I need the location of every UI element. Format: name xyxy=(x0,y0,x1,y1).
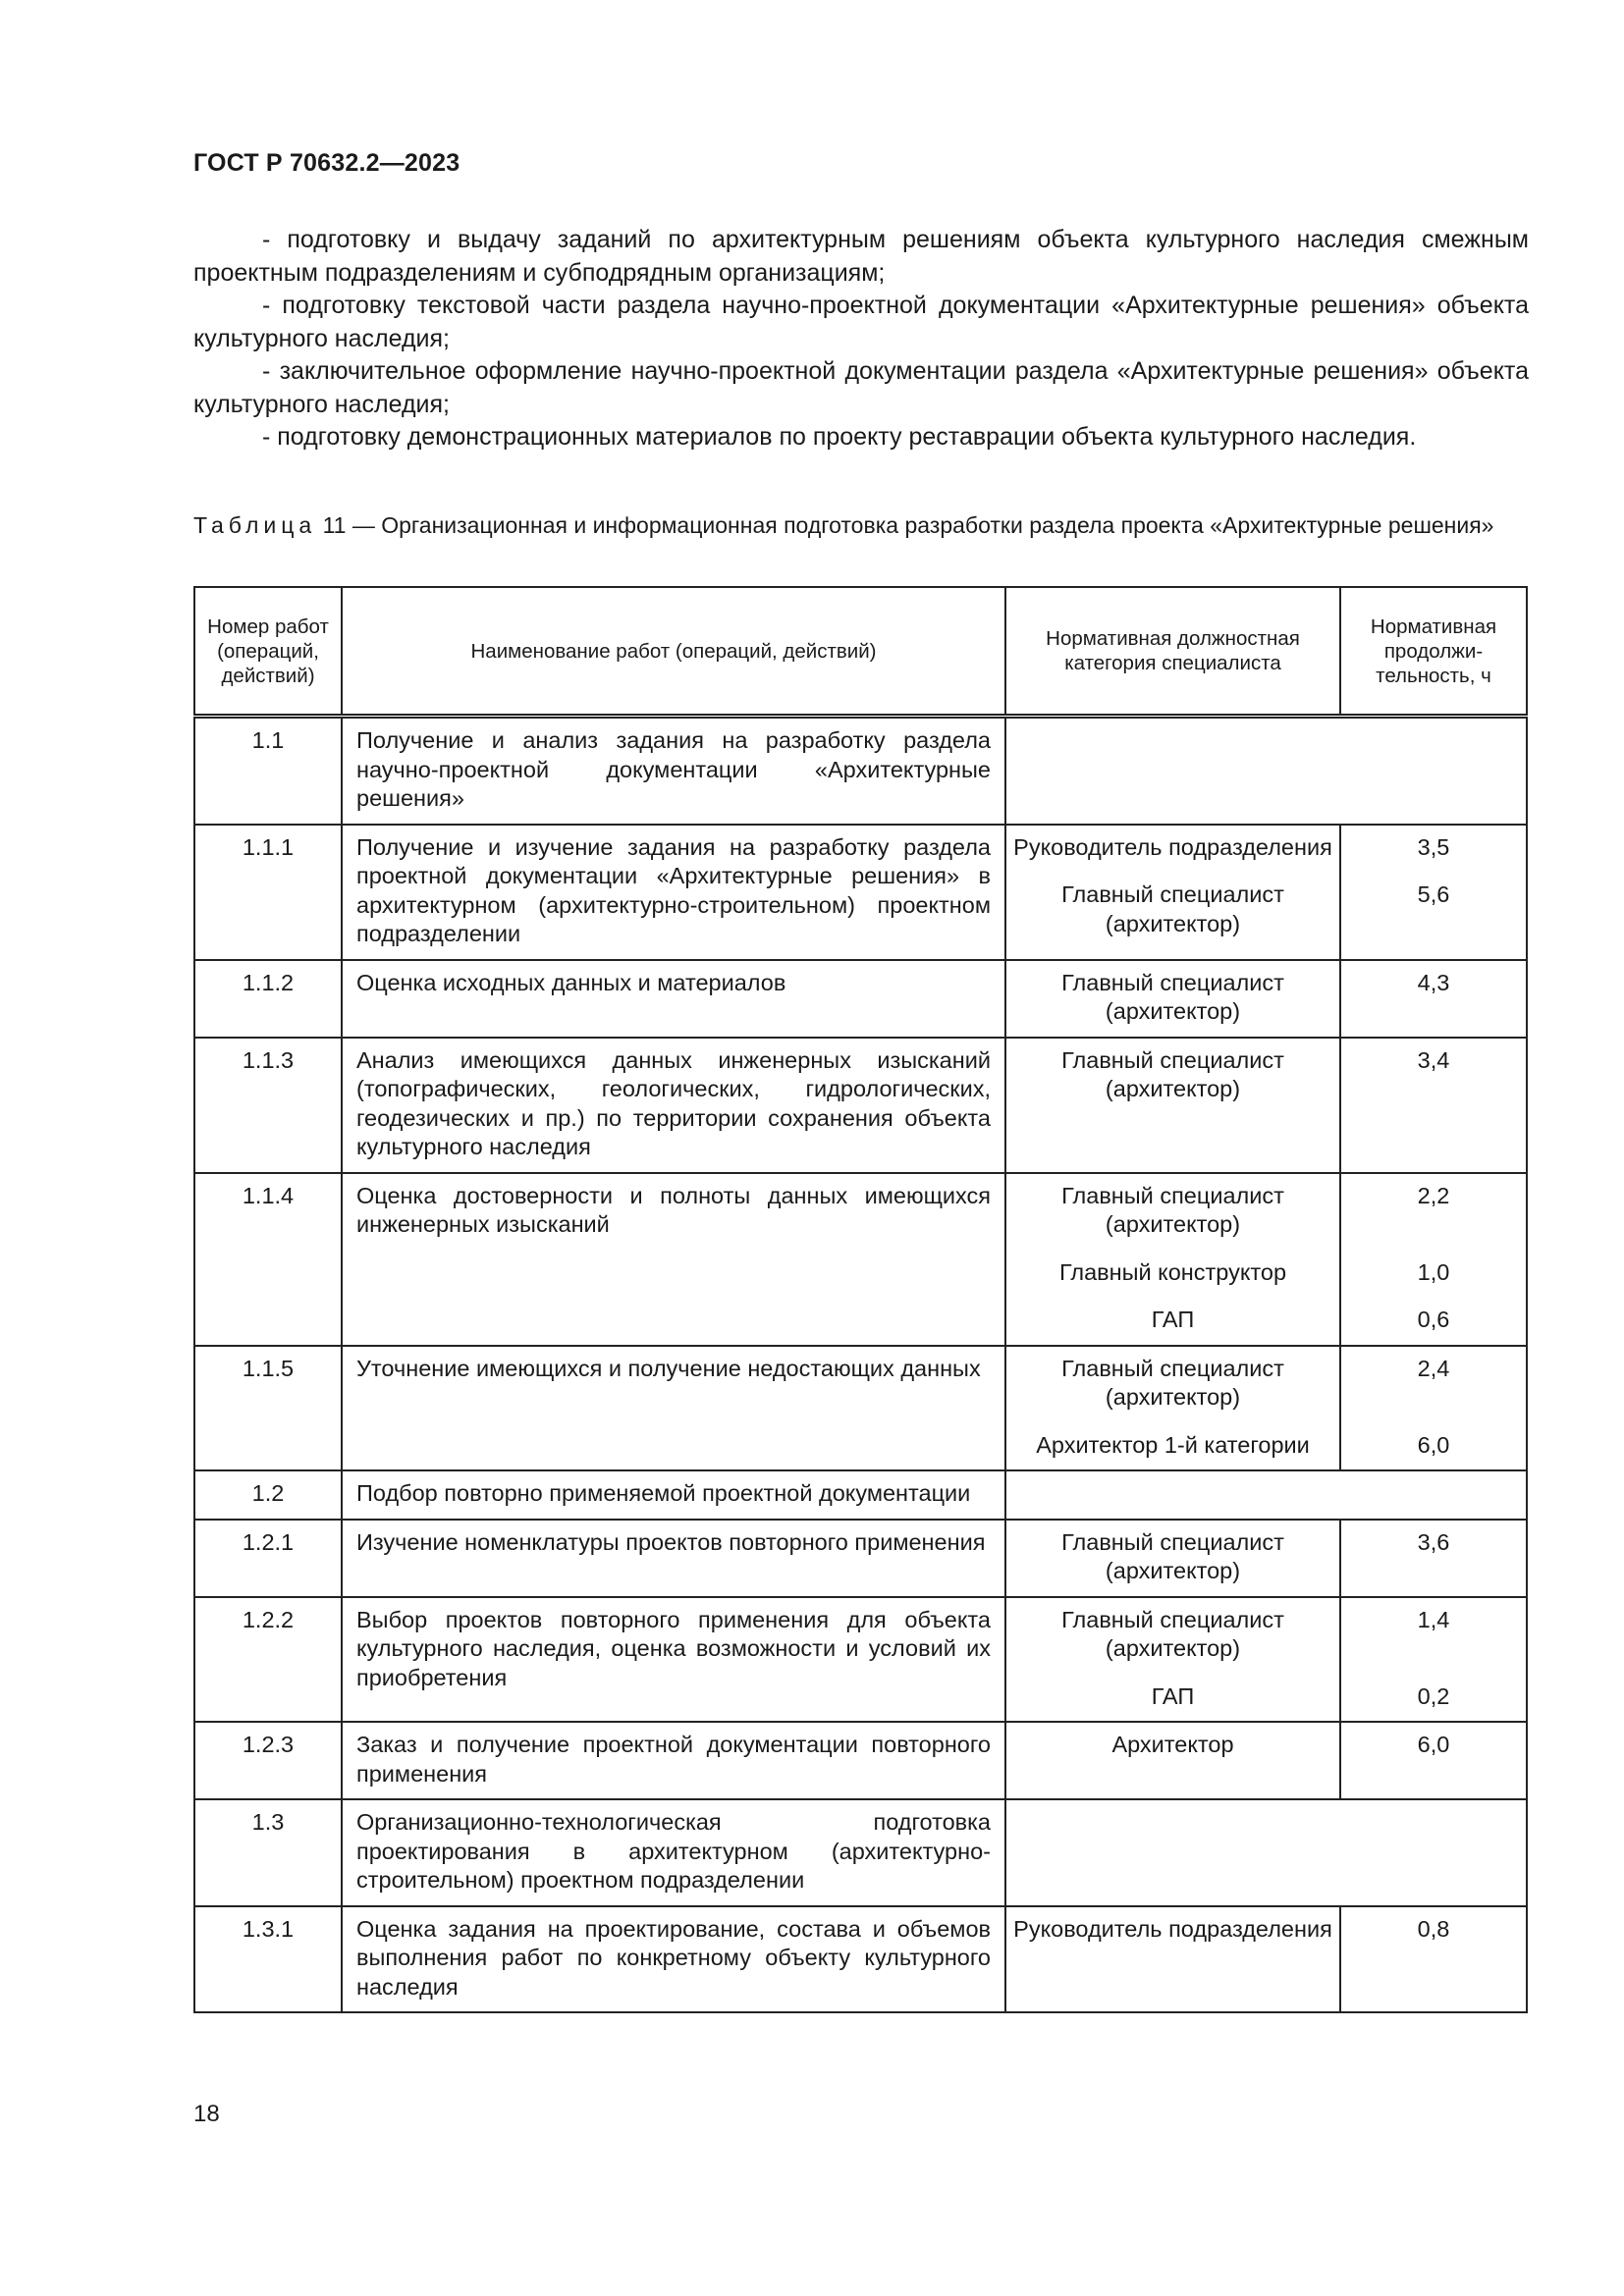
table-row xyxy=(194,1799,1527,1906)
category-entry: Архитектор xyxy=(1111,1732,1234,1757)
row-work-name: Заказ и получение проектной документации повторного применения xyxy=(342,1722,1005,1799)
table-row xyxy=(194,1906,1527,2013)
row-number: 1.2.1 xyxy=(194,1520,342,1597)
row-work-name: Анализ имеющихся данных инженерных изысканий (топографических, геологических, гидрологических, геодезических и пр.) по территории сохранения объекта культурного наследия xyxy=(342,1038,1005,1173)
row-duration xyxy=(1340,1906,1527,2013)
table-row xyxy=(194,717,1527,825)
table-row xyxy=(194,1173,1527,1346)
row-empty-cell xyxy=(1005,1470,1527,1520)
duration-entry: 3,4 xyxy=(1417,1046,1450,1073)
row-work-name: Оценка достоверности и полноты данных имеющихся инженерных изысканий xyxy=(342,1173,1005,1346)
category-entry: ГАП xyxy=(1151,1307,1195,1332)
intro-text xyxy=(193,224,1529,454)
row-work-name: Изучение номенклатуры проектов повторного применения xyxy=(342,1520,1005,1597)
header-num: Номер работ (операций, действий) xyxy=(194,587,342,717)
table-row xyxy=(194,1520,1527,1597)
duration-entry: 5,6 xyxy=(1417,881,1450,907)
duration-entry: 3,6 xyxy=(1417,1528,1450,1555)
row-duration xyxy=(1340,825,1527,960)
header-category: Нормативная должностная категория специалиста xyxy=(1005,587,1340,717)
row-duration xyxy=(1340,1038,1527,1173)
category-entry: Руководитель подразделения xyxy=(1013,1915,1332,1942)
category-entry: Главный конструктор xyxy=(1058,1258,1287,1285)
row-category xyxy=(1005,1722,1340,1799)
row-category xyxy=(1005,960,1340,1038)
row-number: 1.3.1 xyxy=(194,1906,342,2013)
duration-entry: 6,0 xyxy=(1417,1431,1450,1458)
category-entry: Главный специалист (архитектор) xyxy=(1061,1606,1284,1661)
category-entry: Главный специалист (архитектор) xyxy=(1061,1046,1284,1101)
duration-entry: 2,4 xyxy=(1417,1355,1450,1381)
category-entry: Руководитель подразделения xyxy=(1013,833,1332,860)
row-number: 1.2 xyxy=(194,1470,342,1520)
row-number: 1.2.2 xyxy=(194,1597,342,1723)
row-category xyxy=(1005,1520,1340,1597)
table-body xyxy=(194,717,1527,2013)
document-code: ГОСТ Р 70632.2—2023 xyxy=(193,149,460,177)
row-work-name: Уточнение имеющихся и получение недостающих данных xyxy=(342,1346,1005,1471)
row-category xyxy=(1005,1906,1340,2013)
header-duration: Нормативная продолжи-тельность, ч xyxy=(1340,587,1527,717)
category-entry: Главный специалист (архитектор) xyxy=(1061,881,1284,936)
row-empty-cell xyxy=(1005,1799,1527,1906)
row-number: 1.2.3 xyxy=(194,1722,342,1799)
row-number: 1.1.3 xyxy=(194,1038,342,1173)
row-duration xyxy=(1340,1597,1527,1723)
row-duration xyxy=(1340,1173,1527,1346)
row-work-name: Оценка исходных данных и материалов xyxy=(342,960,1005,1038)
row-duration xyxy=(1340,960,1527,1038)
category-entry: Главный специалист (архитектор) xyxy=(1061,1528,1284,1583)
row-number: 1.1.2 xyxy=(194,960,342,1038)
duration-entry: 4,3 xyxy=(1417,969,1450,995)
row-category xyxy=(1005,1346,1340,1471)
row-number: 1.1.4 xyxy=(194,1173,342,1346)
table-row xyxy=(194,1722,1527,1799)
row-work-name: Получение и изучение задания на разработку раздела проектной документации «Архитектурные решения» в архитектурном (архитектурно-строительном) проектном подразделении xyxy=(342,825,1005,960)
category-entry: Главный специалист (архитектор) xyxy=(1061,969,1284,1024)
category-entry: Главный специалист (архитектор) xyxy=(1061,1182,1284,1237)
intro-item: - подготовку текстовой части раздела научно-проектной документации «Архитектурные решения» объекта культурного наследия; xyxy=(193,292,1529,352)
table-row xyxy=(194,1470,1527,1520)
duration-entry: 6,0 xyxy=(1417,1732,1450,1757)
table-caption xyxy=(193,511,1529,539)
row-category xyxy=(1005,1038,1340,1173)
table-header-row xyxy=(194,587,1527,717)
table-caption-label: Таблица xyxy=(193,512,317,538)
row-empty-cell xyxy=(1005,717,1527,825)
table-row xyxy=(194,960,1527,1038)
table-row xyxy=(194,825,1527,960)
table-caption-text: 11 — Организационная и информационная подготовка разработки раздела проекта «Архитектурные решения» xyxy=(322,512,1494,538)
row-work-name: Выбор проектов повторного применения для объекта культурного наследия, оценка возможности и условий их приобретения xyxy=(342,1597,1005,1723)
row-number: 1.1 xyxy=(194,717,342,825)
category-entry: ГАП xyxy=(1151,1682,1195,1709)
row-work-name: Организационно-технологическая подготовка проектирования в архитектурном (архитектурно-строительном) проектном подразделении xyxy=(342,1799,1005,1906)
row-category xyxy=(1005,825,1340,960)
duration-entry: 2,2 xyxy=(1417,1182,1450,1208)
header-name: Наименование работ (операций, действий) xyxy=(342,587,1005,717)
row-work-name: Получение и анализ задания на разработку раздела научно-проектной документации «Архитектурные решения» xyxy=(342,717,1005,825)
table-row xyxy=(194,1597,1527,1723)
row-number: 1.3 xyxy=(194,1799,342,1906)
table-row xyxy=(194,1346,1527,1471)
duration-entry: 0,8 xyxy=(1417,1915,1450,1942)
duration-entry: 1,4 xyxy=(1417,1606,1450,1632)
row-category xyxy=(1005,1597,1340,1723)
row-category xyxy=(1005,1173,1340,1346)
duration-entry: 0,2 xyxy=(1417,1682,1450,1709)
row-work-name: Подбор повторно применяемой проектной документации xyxy=(342,1470,1005,1520)
table-row xyxy=(194,1038,1527,1173)
intro-item: - подготовку демонстрационных материалов по проекту реставрации объекта культурного наследия. xyxy=(262,423,1417,451)
category-entry: Архитектор 1-й категории xyxy=(1036,1431,1310,1458)
row-duration xyxy=(1340,1520,1527,1597)
duration-entry: 0,6 xyxy=(1417,1307,1450,1332)
intro-item: - заключительное оформление научно-проектной документации раздела «Архитектурные решения» объекта культурного наследия; xyxy=(193,357,1529,418)
duration-entry: 1,0 xyxy=(1417,1258,1450,1285)
category-entry: Главный специалист (архитектор) xyxy=(1061,1355,1284,1410)
work-table xyxy=(193,586,1528,2013)
duration-entry: 3,5 xyxy=(1417,833,1450,860)
page-number: 18 xyxy=(193,2101,220,2127)
intro-item: - подготовку и выдачу заданий по архитектурным решениям объекта культурного наследия смежным проектным подразделениям и субподрядным организациям; xyxy=(193,226,1529,287)
row-duration xyxy=(1340,1346,1527,1471)
row-number: 1.1.5 xyxy=(194,1346,342,1471)
row-number: 1.1.1 xyxy=(194,825,342,960)
row-duration xyxy=(1340,1722,1527,1799)
row-work-name: Оценка задания на проектирование, состава и объемов выполнения работ по конкретному объекту культурного наследия xyxy=(342,1906,1005,2013)
